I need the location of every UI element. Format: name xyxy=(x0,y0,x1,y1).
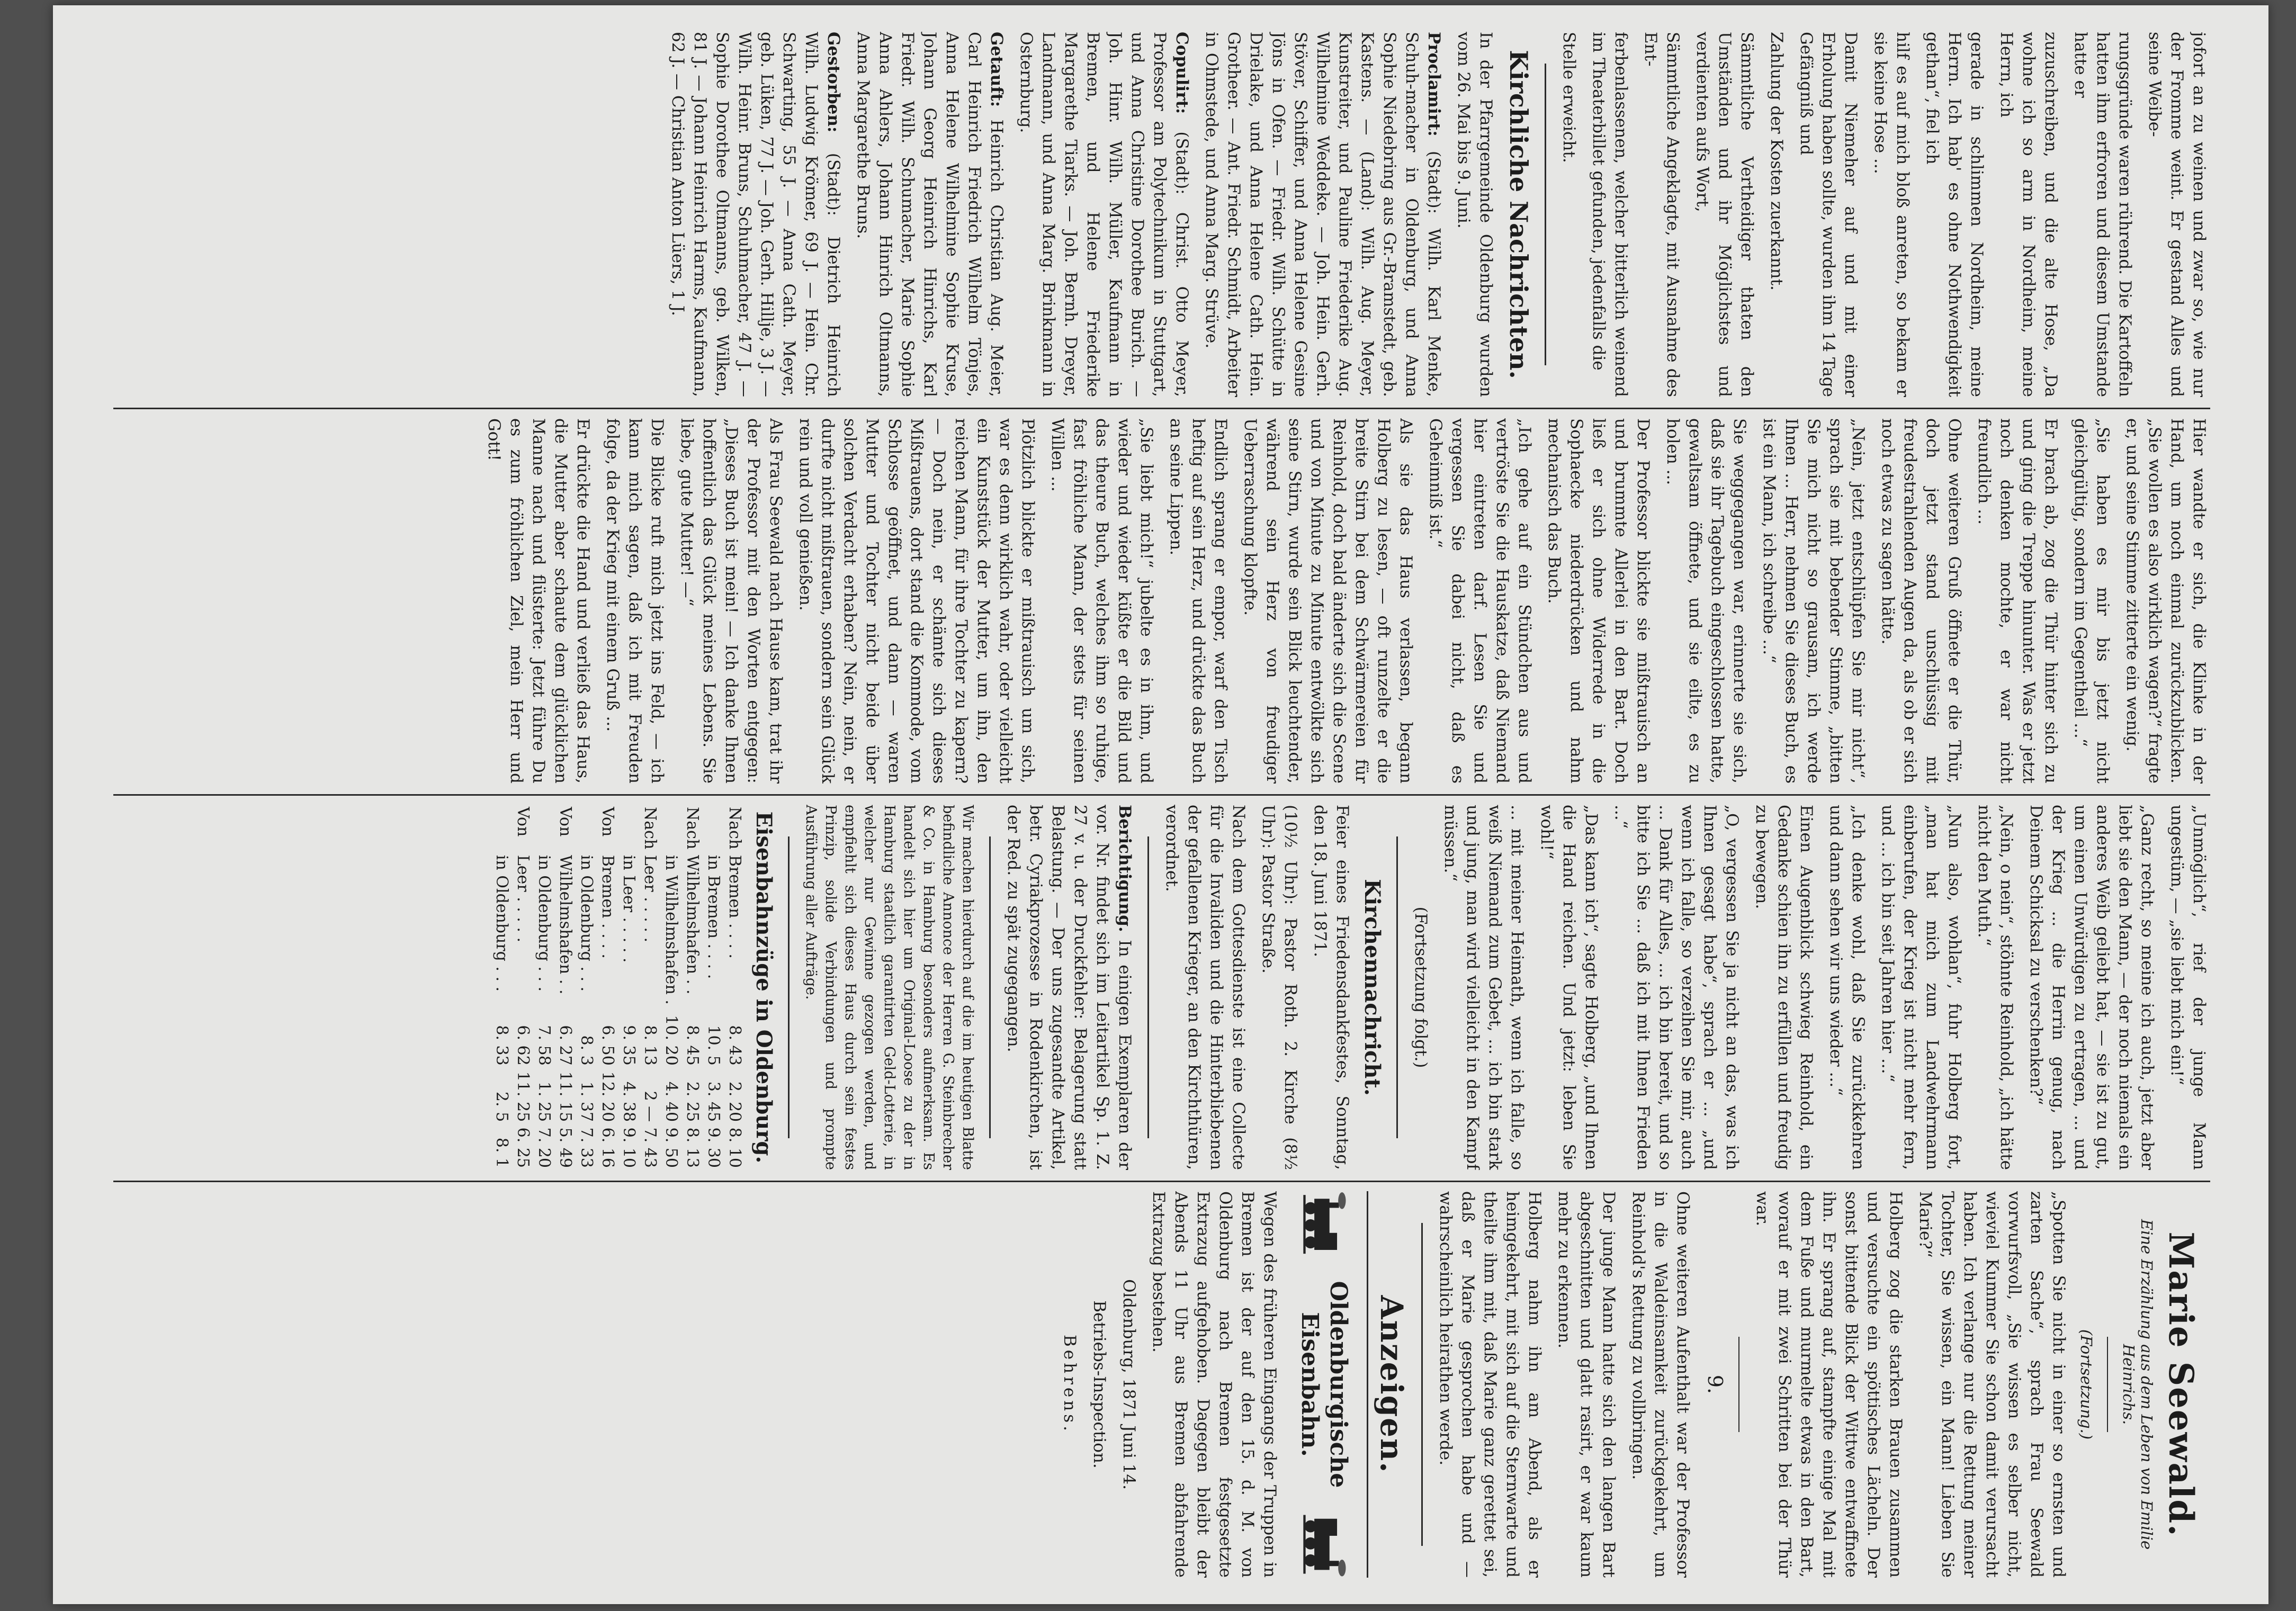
correction-text: In einigen Exemplaren der vor. Nr. findet sich im Leitartikel Sp. 1. Z. 27 v. u. der Druckfehler: Belagerung statt Belastung. — Der uns zugesandte Artikel, betr. Cyriakprozesse in Rodenkirchen, ist der Red. zu spät zugegangen. xyxy=(1004,805,1134,1170)
col3-text xyxy=(1410,805,2210,1170)
text-paragraph: Einen Augenblick schwieg Reinhold, ein Gedanke schien ihn zu erfüllen und freudig zu bewegen. xyxy=(1752,805,1816,1170)
newspaper-page xyxy=(53,5,2268,1604)
timetable-time: 10. 20 xyxy=(662,1015,680,1066)
column-rule xyxy=(113,794,2210,796)
timetable-time: 1. 25 xyxy=(535,1081,553,1122)
timetable-station: Leer . . . . . xyxy=(514,854,532,942)
text-paragraph: Ohne weiteren Aufenthalt war der Professor in die Waldeinsamkeit zurückgekehrt, um Reinhold's Rettung zu vollbringen. xyxy=(1629,1191,1692,1578)
divider xyxy=(788,836,790,1138)
text-paragraph: „Unmöglich“, rief der junge Mann ungestüm, — „sie liebt mich ein!“ xyxy=(2167,805,2209,1170)
column-4 xyxy=(113,1191,2210,1578)
text-proclaimed: (Stadt): Wilh. Karl Menke, Schuh-macher in Oldenburg, und Anna Sophie Niedebring aus Gr.-Bramstedt, geb. Kastens. — (Land): Wilh. Aug. Meyer, Kunstreiter, und Pauline Friederike Aug. Wilhelmine Weddeke. — Joh. Hein. Gerh. Stöver, Schiffer, und Anna Helene Gesine Jöns in Ofen. — Friedr. Wilh. Schütte in Drielake, und Anna Helene Cath. Hein. Grotheer. — Ant. Friedr. Schmidt, Arbeiter in Ohmstede, und Anna Marg. Strüve. xyxy=(1202,32,1443,397)
timetable-time: 8. 10 xyxy=(725,1127,744,1168)
timetable-time: 8. 45 xyxy=(683,1025,702,1066)
timetable-direction xyxy=(491,805,512,853)
timetable-time: 8. 33 xyxy=(492,1025,511,1066)
label-proclaimed: Proclamirt: xyxy=(1424,32,1443,137)
railway-ad-sign: Betriebs-Inspection. xyxy=(1090,1300,1109,1469)
timetable-direction xyxy=(703,805,724,853)
text-paragraph: „Ich denke wohl, daß Sie zurückkehren und dann sehen wir uns wieder ...“ xyxy=(1826,805,1868,1170)
text-paragraph: Als sie das Haus verlassen, begann Holberg zu lesen, — oft runzelte er die breite Stirn bei dem Schwärmereien für Reinhold, doch bald änderte sich die Scene und von Minute zu Minute entwölkte sich seine Stirn, wurde sein Blick leuchtender, während sein Herz von freudiger Ueberraschung klopfte. xyxy=(1241,418,1415,784)
timetable-time: 2. 5 xyxy=(492,1091,511,1122)
text-line: jofort an zu weinen und zwar so, wie nur der Fromme weint. Er gestand Alles und seine Weibe- xyxy=(2145,32,2209,397)
timetable-station: in Wilhelmshafen . xyxy=(662,854,680,1005)
timetable-station: in Oldenburg . . . xyxy=(535,854,553,992)
text-paragraph: Der junge Mann hatte sich den langen Bart abgeschnitten und glatt rasirt, er war kaum mehr zu erkennen. xyxy=(1555,1191,1618,1578)
church-married xyxy=(1015,32,1193,397)
locomotive-icon xyxy=(1292,1191,1356,1256)
text-line: hilf es auf mich bloß anreten, so bekam er sie keine Hose ... xyxy=(1871,32,1912,397)
text-line: Sämmtliche Angeklagte, mit Ausnahme des Ent- xyxy=(1641,32,1682,397)
timetable-station: in Bremen . . . . xyxy=(704,854,723,979)
timetable-station: Wilhelmshafen . . xyxy=(683,854,702,995)
text-paragraph: „Ich gehe auf ein Stündchen aus und vertröste Sie die Hauskatze, daß Niemand hier eintreten darf. Lesen Sie und vergessen Sie dabei nicht, daß es Geheimniß ist.“ xyxy=(1426,418,1534,784)
timetable-time: 1. 37 xyxy=(577,1081,596,1122)
timetable-time: 6. 27 xyxy=(556,1025,575,1066)
text-baptized: Heinrich Christian Aug. Meier, Carl Heinrich Friedrich Wilhelm Tönjes, Anna Helene Wilhelmine Sophie Kruse, Johann Georg Heinrich Hinrichs, Karl Friedr. Wilh. Schumacher, Marie Sophie Anna Ahlers, Johann Hinrich Oltmanns, Anna Margarethe Bruns. xyxy=(854,32,1006,397)
text-paragraph: Holberg nahm ihn am Abend, als er heimgekehrt, mit sich auf die Sternwarte und theilte ihm mit, daß Marie ganz gerettet sei, daß er Marie gesprochen habe und — wahrscheinlich heirathen werde. xyxy=(1436,1191,1544,1578)
col4-text xyxy=(1751,1191,2070,1578)
timetable-time: 9. 35 xyxy=(620,1025,638,1066)
timetable-station: Bremen . . . . xyxy=(598,854,617,959)
lottery-notice: Wir machen hierdurch auf die im heutigen Blatte befindliche Annonce der Herren G. Steinbrecher & Co. in Hamburg besonders aufmerksam. Es handelt sich hier um Original-Loose zu der in Hamburg staatlich garantirten Geld-Lotterie, in welcher nur Gewinne gezogen werden, und empfiehlt sich dieses Haus durch sein festes Prinzip, solide Verbindungen und prompte Ausführung aller Aufträge. xyxy=(803,805,976,1170)
ads-heading: Anzeigen. xyxy=(1374,1295,1410,1474)
column-3 xyxy=(113,805,2210,1170)
text-line: rungsgründe waren rührend. Die Kartoffeln hatten ihm erfroren und diesem Umstande hatte er xyxy=(2071,32,2134,397)
col2-text xyxy=(483,418,2210,784)
story-title: Marie Seewald. xyxy=(2161,1231,2201,1537)
text-paragraph: „Ganz recht, so meine ich auch, jetzt aber liebt sie den Mann, — der noch niemals ein anderes Weib geliebt hat, — sie ist zu gut, um einen Unwürdigen zu ertragen, ... und der Krieg ... die Herrin genug, nach Deinem Schicksal zu verschenken?“ xyxy=(2026,805,2157,1170)
text-paragraph: Er brach ab, zog die Thür hinter sich zu und ging die Treppe hinunter. Was er jetzt noch denken mochte, er war nicht freundlich ... xyxy=(1975,418,2060,784)
continued-note: (Fortsetzung folgt.) xyxy=(1411,906,1430,1068)
railway-company-name: Oldenburgische Eisenbahn. xyxy=(1296,1281,1352,1488)
timetable-time: 2. 25 xyxy=(683,1081,702,1122)
timetable-time: 6. 62 xyxy=(514,1025,532,1066)
timetable-time: 8. 3 xyxy=(577,1035,596,1066)
timetable-time: 7. 43 xyxy=(641,1127,659,1168)
timetable-time: 11. 25 xyxy=(514,1071,532,1122)
timetable-time: 11. 15 xyxy=(556,1071,575,1122)
railway-ad-text: Wegen des früheren Eingangs der Truppen in Bremen ist der auf den 15. d. M. von Oldenburg nach Bremen festgesetzte Extrazug aufgehoben. Dagegen bleibt der Abends 11 Uhr aus Bremen abfahrende Extrazug bestehen. xyxy=(1149,1191,1279,1578)
text-paragraph: „Nun also, wohlan“, fuhr Holberg fort, „man hat mich zum Landwehrmann einberufen, der Krieg ist nicht mehr fern, und ... ich bin seit Jahren hier ...“ xyxy=(1878,805,1964,1170)
church-baptized xyxy=(852,32,1008,397)
text-paragraph: Als Frau Seewald nach Hause kam, trat ihr der Professor mit den Worten entgegen: „Dieses Buch ist mein! — Ich danke Ihnen hoffentlich das Glück meines Lebens. Sie liebe, gute Mutter! —“ xyxy=(677,418,785,784)
church-proclaimed xyxy=(1200,32,1445,397)
text-paragraph: „Spotten Sie nicht in einer so ernsten und zarten Sache“, sprach Frau Seewald vorwurfsvoll, „Sie wissen es selber nicht, wieviel Kummer Sie schon damit verursacht haben. Ich verlange nur die Rettung meiner Tochter, Sie wissen, ein Mann! Lieben Sie Marie?“ xyxy=(1916,1191,2068,1578)
timetable-direction: Von xyxy=(598,807,617,837)
locomotive-icon xyxy=(1292,1513,1356,1578)
timetable-direction: Nach xyxy=(683,807,702,850)
text-paragraph: Ohne weiteren Gruß öffnete er die Thür, doch jetzt stand unschlüssig mit freudestrahlenden Augen da, als ob er sich noch etwas zu sagen hätte. xyxy=(1878,418,1964,784)
text-line: Sämmtliche Vertheidiger thaten den Umständen und ihr Möglichstes und verdienten aufs Wort, xyxy=(1693,32,1756,397)
timetable-time: 6. 16 xyxy=(598,1127,617,1168)
label-baptized: Getauft: xyxy=(987,32,1006,107)
text-paragraph: ... mit meiner Heimath, wenn ich falle, so weiß Niemand zum Gebet, ... ich bin stark und jung, man wird vielleicht in den Kampf müssen.“ xyxy=(1441,805,1527,1170)
text-paragraph: „Das kann ich“, sagte Holberg, „und Ihnen die Hand reichen. Und jetzt: leben Sie wohl!“ xyxy=(1537,805,1601,1170)
timetable-time: 4. 40 xyxy=(662,1081,680,1122)
timetable-station: in Leer . . . . . xyxy=(620,854,638,963)
timetable-station: in Oldenburg . . . xyxy=(492,854,511,992)
text-paragraph: Der Professor blickte sie mißtrauisch an und brummte Allerlei in den Bart. Doch ließ er sich ohne Widerrede in die Sophaecke niederdrücken und nahm mechanisch das Buch. xyxy=(1545,418,1653,784)
divider xyxy=(989,836,991,1138)
text-line: gerade in schlimmen Nordheim, meine Herrn. Ich hab' es ohne Nothwendigkeit gethan“, fiel ich xyxy=(1923,32,1986,397)
text-paragraph: „Sie liebt mich!“ jubelte es in ihm, und wieder und wieder küßte er die Bild und das theure Buch, welches ihm so ruhige, fast fröhliche Mann, der stets für seinen Willen ... xyxy=(1048,418,1156,784)
text-line: ferbenlassenen, welcher bitterlich weinend im Theaterbillet gefunden, jedenfalls die xyxy=(1589,32,1630,397)
divider xyxy=(2107,1337,2108,1432)
timetable-row xyxy=(554,805,576,1170)
text-paragraph: Die Blicke ruft mich jetzt ins Feld, — ich kann mich sagen, daß ich mit Freuden folge, da der Krieg mit einem Gruß ... xyxy=(603,418,667,784)
column-1 xyxy=(113,32,2210,397)
text-paragraph: Hier wandte er sich, die Klinke in der Hand, um noch einmal zurückzublicken. „Sie wollen es also wirklich wagen?“ fragte er, und seine Stimme zitterte ein wenig. xyxy=(2123,418,2209,784)
timetable-row xyxy=(491,805,512,1170)
timetable-row xyxy=(703,805,724,1170)
timetable-time: 10. 5 xyxy=(704,1025,723,1066)
divider xyxy=(1545,64,1546,365)
railway-timetable xyxy=(491,805,745,1170)
timetable-time: 8. 1 xyxy=(492,1137,511,1168)
text-paragraph: „Nein, o nein“, stöhnte Reinhold, „ich hätte nicht den Muth.“ xyxy=(1975,805,2016,1170)
text-paragraph: „Nein, jetzt entschlüpfen Sie mir nicht“, sprach sie mit bebender Stimme, „bitten Sie mich nicht so grausam, ich werde Ihnen ... Herr, nehmen Sie dieses Buch, es ist ein Mann, ich schreibe ...“ xyxy=(1760,418,1868,784)
text-line: Stelle erweicht. xyxy=(1559,32,1579,163)
timetable-time: 2 — xyxy=(641,1091,659,1122)
label-married: Copulirt: xyxy=(1172,32,1191,114)
timetable-row xyxy=(533,805,554,1170)
timetable-time: 8. 13 xyxy=(641,1025,659,1066)
timetable-row xyxy=(724,805,745,1170)
timetable-direction: Nach xyxy=(725,807,744,850)
timetable-body xyxy=(491,805,745,1170)
timetable-row xyxy=(512,805,533,1170)
timetable-direction xyxy=(533,805,554,853)
col4-text-2 xyxy=(1434,1191,1694,1578)
column-rule xyxy=(113,1181,2210,1182)
story-subtitle: Eine Erzählung aus dem Leben von Emilie Heinrichs. xyxy=(2120,1219,2156,1550)
timetable-row xyxy=(618,805,639,1170)
timetable-row xyxy=(660,805,681,1170)
correction xyxy=(1002,805,1136,1170)
divider xyxy=(1367,1191,1368,1578)
text-paragraph: Plötzlich blickte er mißtrauisch um sich, war es denn wirklich wahr, oder vielleicht ein Kunststück der Mutter, um ihn, den reichen Mann, für ihre Tochter zu kapern? — Doch nein, er schämte sich dieses Mißtrauens, dort stand die Kommode, vom Schlosse geöffnet, und dann — waren Mutter und Tochter nicht beide über solchen Verdacht erhaben? Nein, nein, er durfte nicht mißtrauen, sondern sein Glück rein und voll genießen. xyxy=(796,418,1037,784)
timetable-time: 7. 58 xyxy=(535,1025,553,1066)
timetable-time: 9. 30 xyxy=(704,1127,723,1168)
timetable-time: 6. 50 xyxy=(598,1025,617,1066)
divider xyxy=(1738,1337,1739,1432)
label-died: Gestorben: xyxy=(824,32,843,133)
timetable-row xyxy=(597,805,618,1170)
divider xyxy=(1396,836,1398,1138)
timetable-row xyxy=(639,805,660,1170)
divider xyxy=(1147,836,1149,1138)
church-notice-text: Feier eines Friedensdankfestes, Sonntag, den 18. Juni 1871. xyxy=(1311,805,1352,1170)
timetable-station: in Oldenburg . . . xyxy=(577,854,596,992)
timetable-row xyxy=(576,805,597,1170)
correction-heading: Berichtigung. xyxy=(1115,805,1134,932)
timetable-time: 9. 10 xyxy=(620,1127,638,1168)
railway-ad-place: Oldenburg, 1871 Juni 14. xyxy=(1119,1279,1138,1490)
church-notice-text: (10½ Uhr): Pastor Roth. 2. Kirche (8½ Uhr): Pastor Straße. xyxy=(1259,805,1300,1170)
church-news-heading: Kirchliche Nachrichten. xyxy=(1504,50,1533,379)
newspaper-sheet xyxy=(53,5,2268,1604)
timetable-direction xyxy=(576,805,597,853)
text-married: (Stadt): Christ. Otto Meyer, Professor am Polytechnikum in Stuttgart, und Anna Christine Dorothee Burich. — Joh. Hinr. Wilh. Müller, Kaufmann in Bremen, und Helene Friederike Margarethe Tiarks. — Joh. Bernh. Dreyer, Landmann, und Anna Marg. Brinkmann in Osternburg. xyxy=(1017,32,1191,397)
text-paragraph: „Sie haben es mir bis jetzt nicht gleichgültig, sondern im Gegentheil ...“ xyxy=(2071,418,2112,784)
timetable-time: 7. 20 xyxy=(535,1127,553,1168)
column-rule xyxy=(113,408,2210,409)
timetable-time: 12. 20 xyxy=(598,1071,617,1122)
text-line: Zahlung der Kosten zuerkannt. xyxy=(1767,32,1786,291)
text-died: (Stadt): Dietrich Heinrich Wilh. Ludwig Krömer, 69 J. — Hein. Chr. Schwarting, 55 J. — Anna Cath. Meyer, geb. Lüken, 77 J. — Joh. Gerh. Hillje, 3 J. — Wilh. Heinr. Bruns, Schuhmacher, 47 J. — Sophie Dorothee Oltmanns, geb. Wilken, 81 J. — Johann Heinrich Harms, Kaufmann, 62 J. — Christian Anton Lüers, 1 J. xyxy=(668,32,843,397)
timetable-title: Eisenbahnzüge in Oldenburg. xyxy=(751,811,776,1164)
text-paragraph: „O, vergessen Sie ja nicht an das, was ich Ihnen gesagt habe“, sprach er ... „und wenn ich falle, so verzeihen Sie mir, auch ... Dank für Alles, ... ich bin bereit, und so bitte ich Sie ... daß ich mit Ihnen Frieden ...“ xyxy=(1611,805,1742,1170)
timetable-row xyxy=(681,805,703,1170)
divider xyxy=(1421,1223,1423,1546)
chapter-number: 9. xyxy=(1703,1374,1727,1394)
timetable-station: Leer . . . . . xyxy=(641,854,659,942)
text-paragraph: Er drückte die Hand und verließ das Haus, die Mutter aber schaute dem glücklichen Manne nach und flüsterte: Jetzt führe Du es zum fröhlichen Ziel, mein Herr und Gott! xyxy=(485,418,593,784)
timetable-station: Bremen . . . . xyxy=(725,854,744,959)
text-paragraph: Holberg zog die starken Brauen zusammen und versuchte ein spöttisches Lächeln. Der sonst bittende Blick der Wittwe entwaffnete ihn. Er sprang auf, stampfte einige Mal mit dem Fuße und murmelte etwas in den Bart, worauf er mit zwei Schritten bei der Thür war. xyxy=(1753,1191,1905,1578)
church-news-intro: In der Pfarrgemeinde Oldenburg wurden vom 26. Mai bis 9. Juni. xyxy=(1454,32,1495,397)
timetable-direction: Von xyxy=(556,807,575,837)
timetable-time: 9. 50 xyxy=(662,1127,680,1168)
text-line: zuzuschreiben, und die alte Hose, „Da wohne ich so arm in Nordheim, meine Herrn, ich xyxy=(1997,32,2060,397)
timetable-time: 4. 38 xyxy=(620,1081,638,1122)
timetable-direction: Nach xyxy=(641,807,659,850)
church-died xyxy=(667,32,845,397)
text-paragraph: Sie weggegangen war, erinnerte sie sich, daß sie ihr Tagebuch eingeschlossen hatte, gewaltsam öffnete, und sie eilte, es zu holen ... xyxy=(1663,418,1749,784)
text-line: Damit Niemeher auf und mit einer Erholung haben sollte, wurden ihm 14 Tage Gefängniß und xyxy=(1797,32,1860,397)
timetable-time: 5. 49 xyxy=(556,1127,575,1168)
col1-text xyxy=(1558,32,2210,397)
railway-ad-name: Behrens. xyxy=(1060,1335,1079,1434)
church-notice-heading: Kirchennachricht. xyxy=(1360,879,1385,1096)
timetable-station: Wilhelmshafen . . xyxy=(556,854,575,995)
timetable-direction xyxy=(660,805,681,853)
story-continuation: (Fortsetzung.) xyxy=(2077,1329,2095,1440)
timetable-direction xyxy=(618,805,639,853)
timetable-time: 2. 20 xyxy=(725,1081,744,1122)
timetable-time: 7. 33 xyxy=(577,1127,596,1168)
timetable-time: 3. 45 xyxy=(704,1081,723,1122)
timetable-time: 8. 43 xyxy=(725,1025,744,1066)
timetable-direction: Von xyxy=(514,807,532,837)
railway-ad-header xyxy=(1289,1191,1358,1578)
timetable-time: 6. 25 xyxy=(514,1127,532,1168)
text-paragraph: Endlich sprang er empor, warf den Tisch heftig auf sein Herz, und drückte das Buch an seine Lippen. xyxy=(1167,418,1230,784)
church-notice-text: Nach dem Gottesdienste ist eine Collecte für die Invaliden und die Hinterbliebenen der gefallenen Krieger, an den Kirchthüren, verordnet. xyxy=(1162,805,1248,1170)
timetable-time: 8. 13 xyxy=(683,1127,702,1168)
column-2 xyxy=(113,418,2210,784)
